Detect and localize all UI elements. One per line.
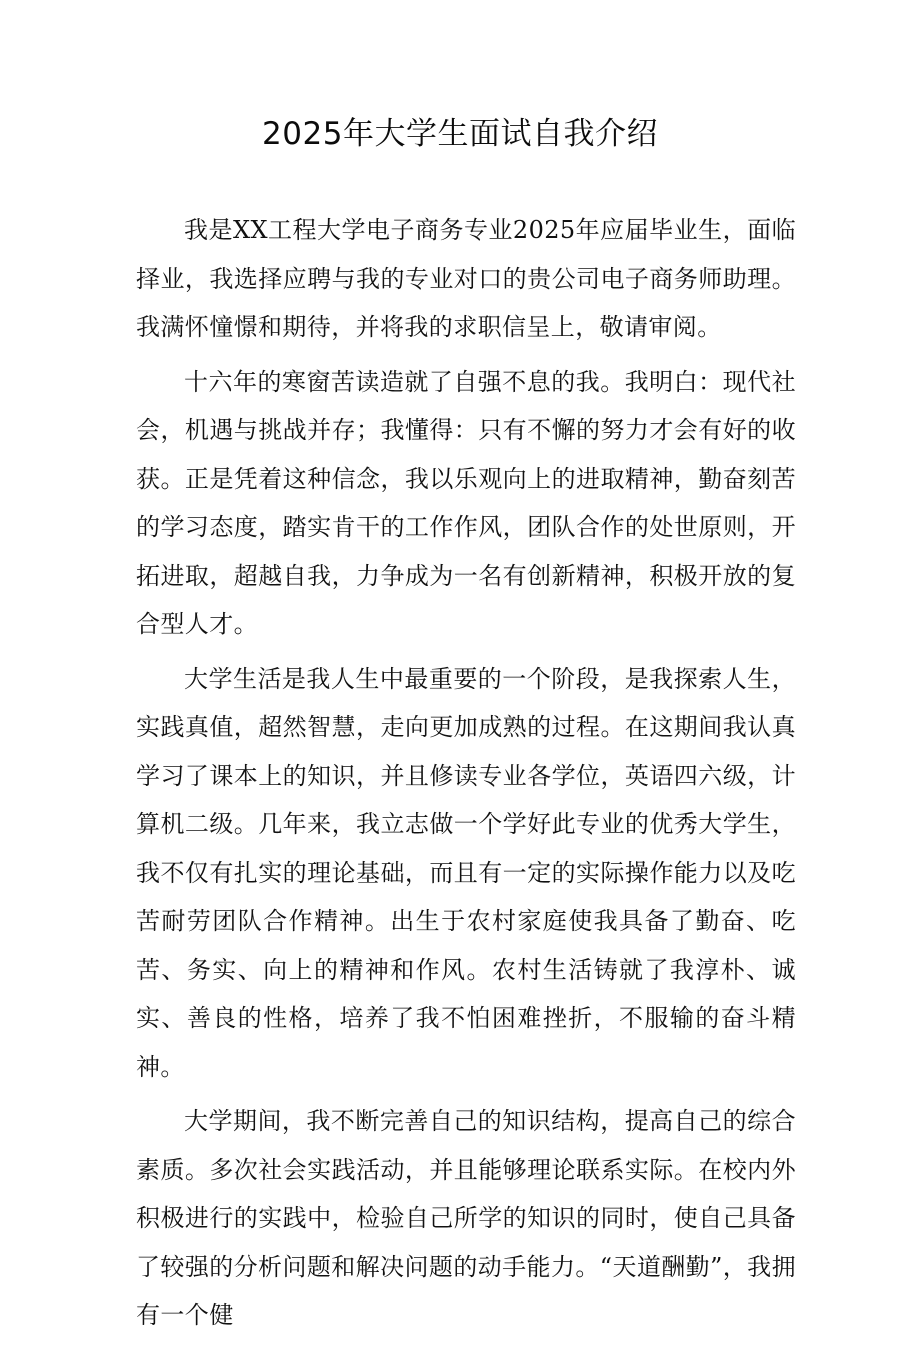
paragraph-intro: 我是XX工程大学电子商务专业2025年应届毕业生，面临择业，我选择应聘与我的专业对口的贵公司电子商务师助理。我满怀憧憬和期待，并将我的求职信呈上，敬请审阅。	[136, 216, 796, 341]
paragraph-practice: 大学期间，我不断完善自己的知识结构，提高自己的综合素质。多次社会实践活动，并且能够理论联系实际。在校内外积极进行的实践中，检验自己所学的知识的同时，使自己具备了较强的分析问题和解决问题的动手能力。“天道酬勤”，我拥有一个健	[136, 1107, 796, 1329]
document-title: 2025年大学生面试自我介绍	[262, 116, 658, 152]
paragraph-character: 十六年的寒窗苦读造就了自强不息的我。我明白：现代社会，机遇与挑战并存；我懂得：只有不懈的努力才会有好的收获。正是凭着这种信念，我以乐观向上的进取精神，勤奋刻苦的学习态度，踏实肯干的工作作风，团队合作的处世原则，开拓进取，超越自我，力争成为一名有创新精神，积极开放的复合型人才。	[136, 367, 796, 638]
paragraph-university-life: 大学生活是我人生中最重要的一个阶段，是我探索人生，实践真值，超然智慧，走向更加成熟的过程。在这期间我认真学习了课本上的知识，并且修读专业各学位，英语四六级，计算机二级。几年来，我立志做一个学好此专业的优秀大学生，我不仅有扎实的理论基础，而且有一定的实际操作能力以及吃苦耐劳团队合作精神。出生于农村家庭使我具备了勤奋、吃苦、务实、向上的精神和作风。农村生活铸就了我淳朴、诚实、善良的性格，培养了我不怕困难挫折，不服输的奋斗精神。	[136, 664, 796, 1081]
document-body	[136, 206, 796, 1346]
